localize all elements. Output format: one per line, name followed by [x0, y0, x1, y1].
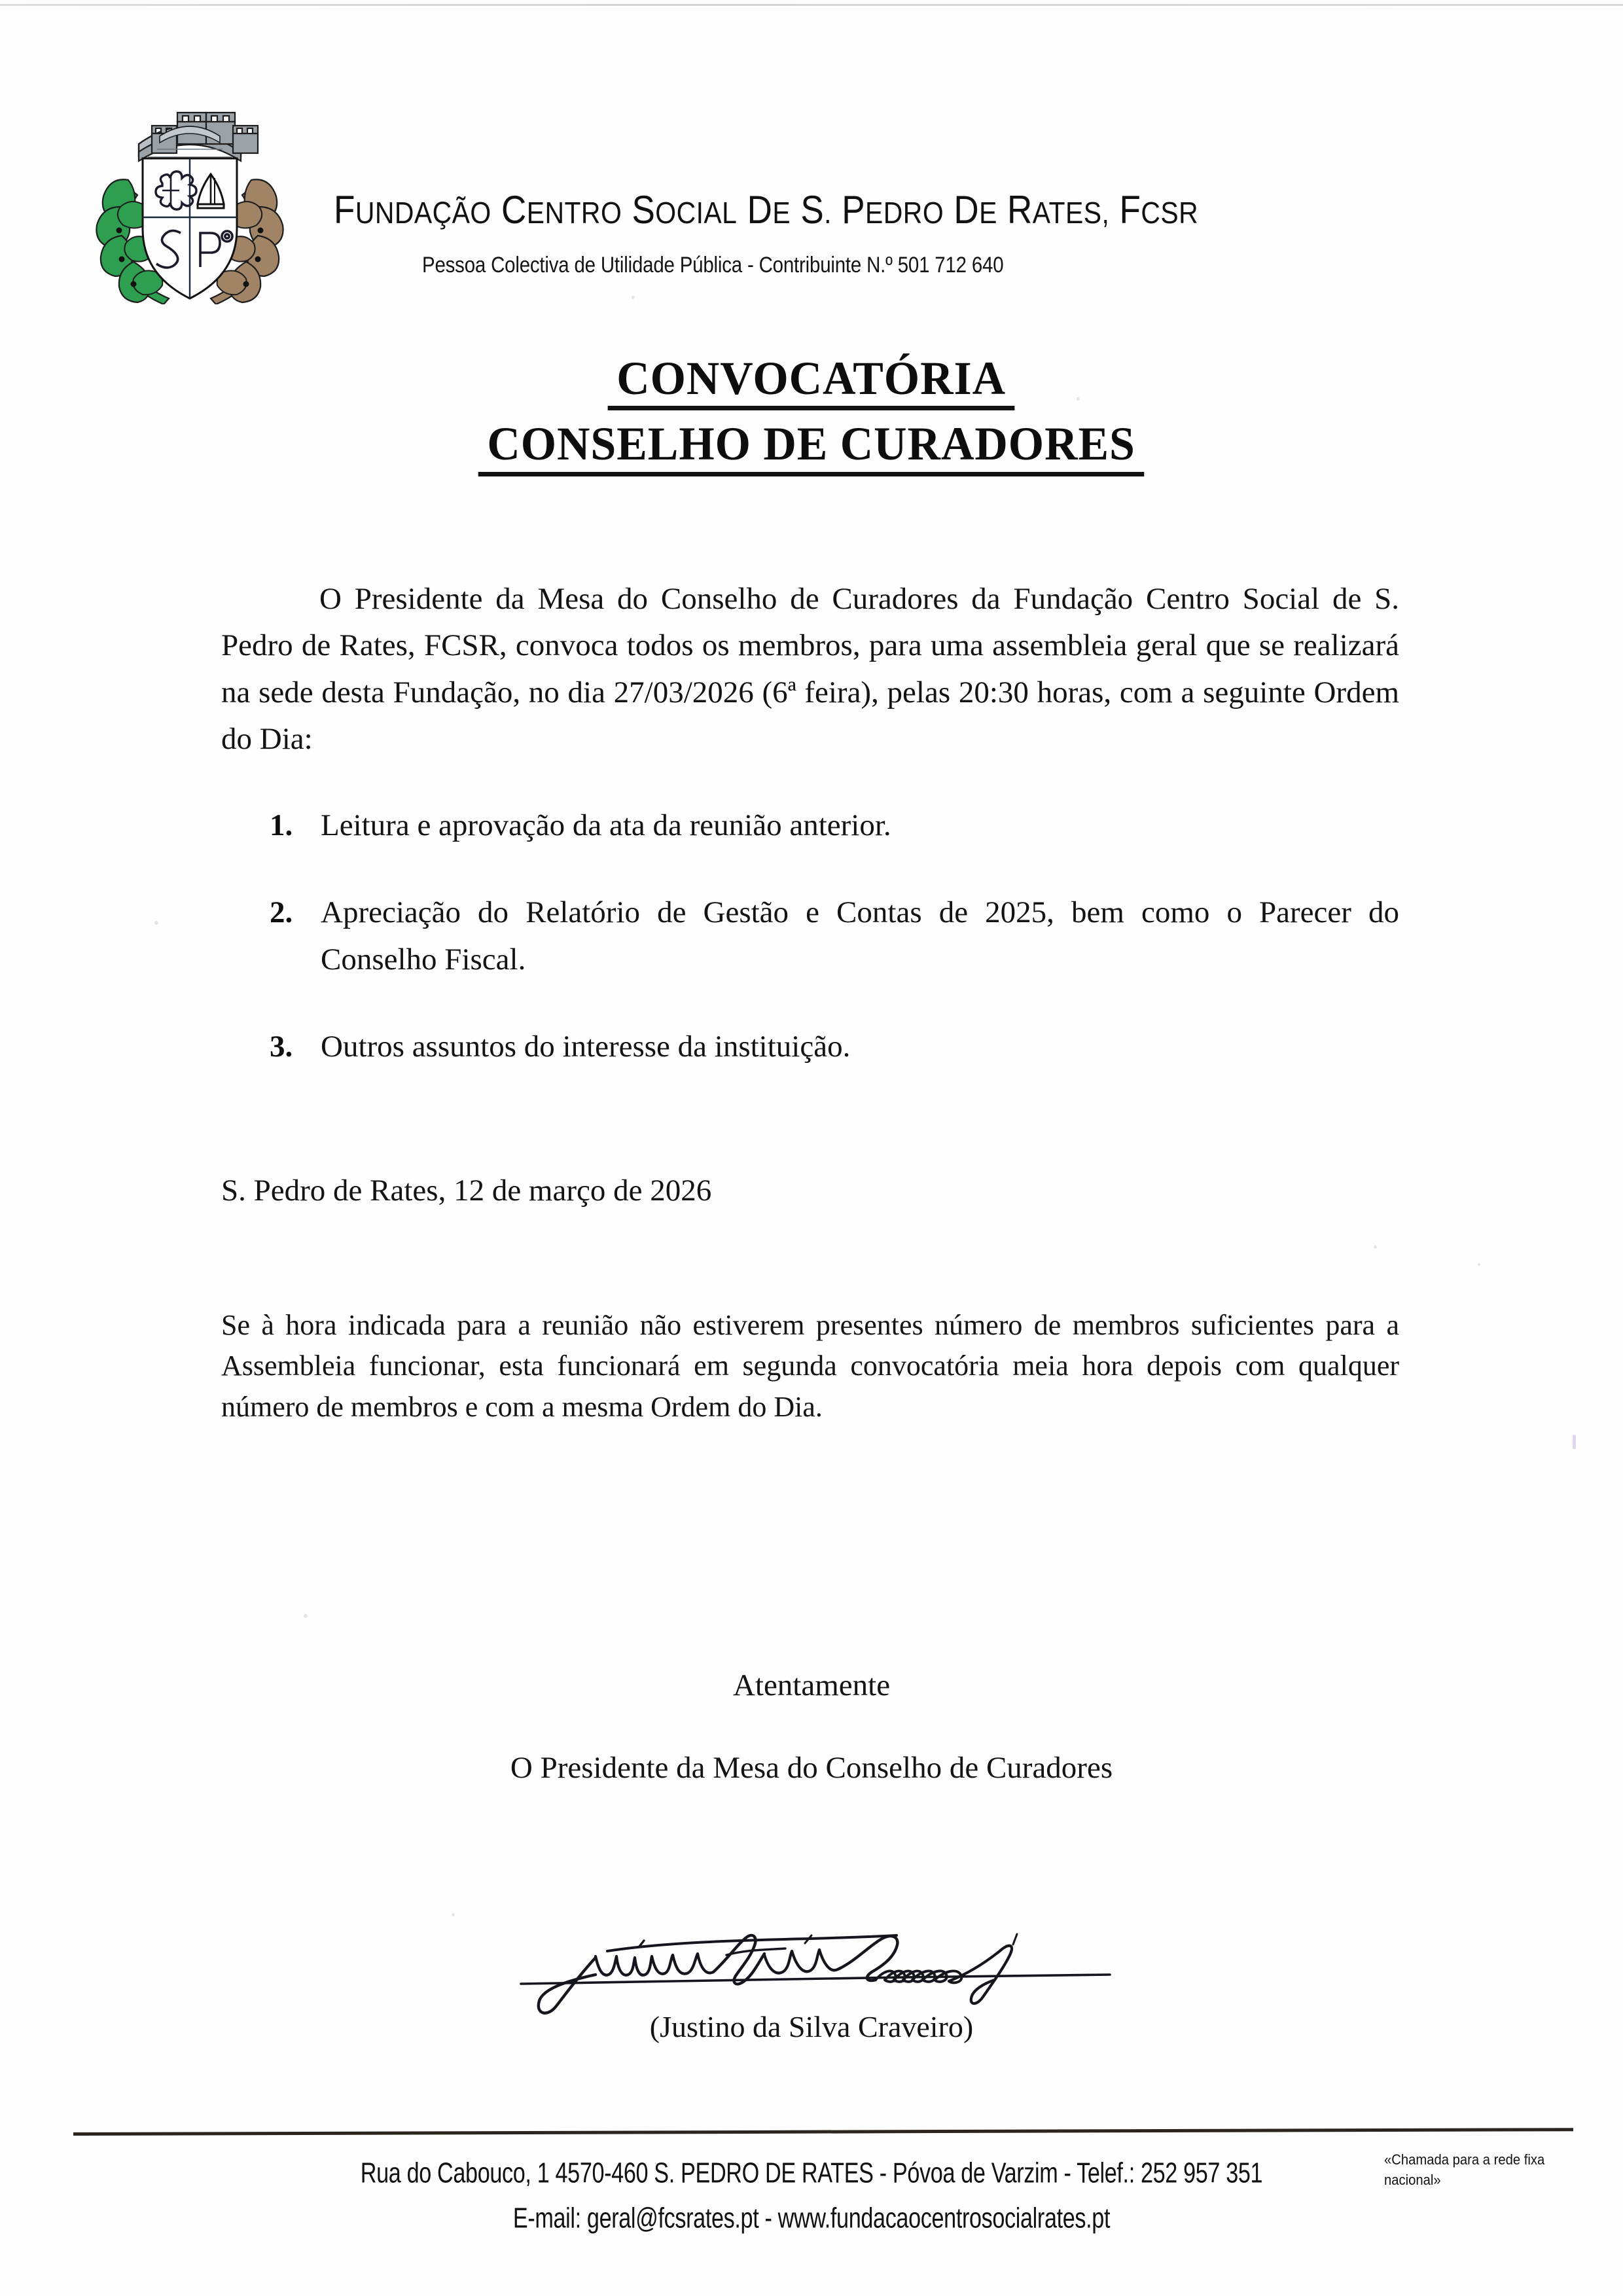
title-line1-text: CONVOCATÓRIA — [608, 353, 1015, 410]
signature-area — [0, 1921, 1623, 2022]
agenda-item: Apreciação do Relatório de Gestão e Contas de 2025, bem como o Parecer do Conselho Fiscal. — [321, 895, 1399, 977]
footer-divider — [73, 2128, 1573, 2136]
document-body — [221, 576, 1399, 1427]
title-block — [0, 353, 1623, 476]
place-and-date: S. Pedro de Rates, 12 de março de 2026 — [221, 1173, 712, 1208]
tariff-note: «Chamada para a rede fixa nacional» — [1384, 2151, 1545, 2189]
scan-speck — [452, 1913, 455, 1916]
scan-speck — [1478, 1263, 1480, 1266]
document-title-line1 — [0, 353, 1623, 410]
organization-subtitle: Pessoa Colectiva de Utilidade Pública - Contribuinte N.º 501 712 640 — [422, 252, 1004, 278]
letterhead — [0, 79, 1623, 314]
scan-speck — [1573, 1435, 1576, 1449]
organization-name: FUNDAÇÃO CENTRO SOCIAL DE S. PEDRO DE RATES, FCSR — [334, 188, 1199, 232]
closing-role: O Presidente da Mesa do Conselho de Curadores — [510, 1751, 1113, 1785]
footer-contact: E-mail: geral@fcsrates.pt - www.fundacaocentrosocialrates.pt — [512, 2202, 1111, 2234]
scan-edge — [0, 4, 1623, 6]
agenda-item: Outros assuntos do interesse da instituição. — [321, 1030, 851, 1064]
coat-of-arms-icon — [92, 79, 288, 304]
closing-salutation: Atentamente — [732, 1668, 891, 1702]
spacer — [221, 1213, 1399, 1305]
signatory-name: (Justino da Silva Craveiro) — [649, 2010, 974, 2043]
letterhead-text — [334, 188, 1446, 277]
agenda-list — [221, 802, 1399, 1071]
handwritten-signature-icon — [497, 1921, 1126, 2019]
document-title-line2 — [0, 419, 1623, 476]
intro-paragraph: O Presidente da Mesa do Conselho de Curadores da Fundação Centro Social de S. Pedro de Rates, FCSR, convoca todos os membros, para uma assembleia geral que se realizará na sede desta Fundação, no dia 27/03/2026 (6ª feira), pelas 20:30 horas, com a seguinte Ordem do Dia: — [221, 582, 1399, 757]
title-line2-text: CONSELHO DE CURADORES — [478, 419, 1145, 476]
quorum-notice: Se à hora indicada para a reunião não estiverem presentes número de membros suficientes para a Assembleia funcionar, esta funcionará em segunda convocatória meia hora depois com qualquer número de membros e com a mesma Ordem do Dia. — [221, 1309, 1399, 1423]
mural-crown-icon — [139, 113, 258, 161]
footer — [0, 2157, 1623, 2234]
spacer — [221, 1071, 1399, 1168]
agenda-item: Leitura e aprovação da ata da reunião anterior. — [321, 808, 891, 842]
closing-block — [0, 1668, 1623, 1785]
footer-address: Rua do Cabouco, 1 4570-460 S. PEDRO DE RATES - Póvoa de Varzim - Telef.: 252 957 351 — [360, 2157, 1263, 2189]
scan-speck — [154, 921, 158, 925]
scan-speck — [304, 1614, 308, 1618]
